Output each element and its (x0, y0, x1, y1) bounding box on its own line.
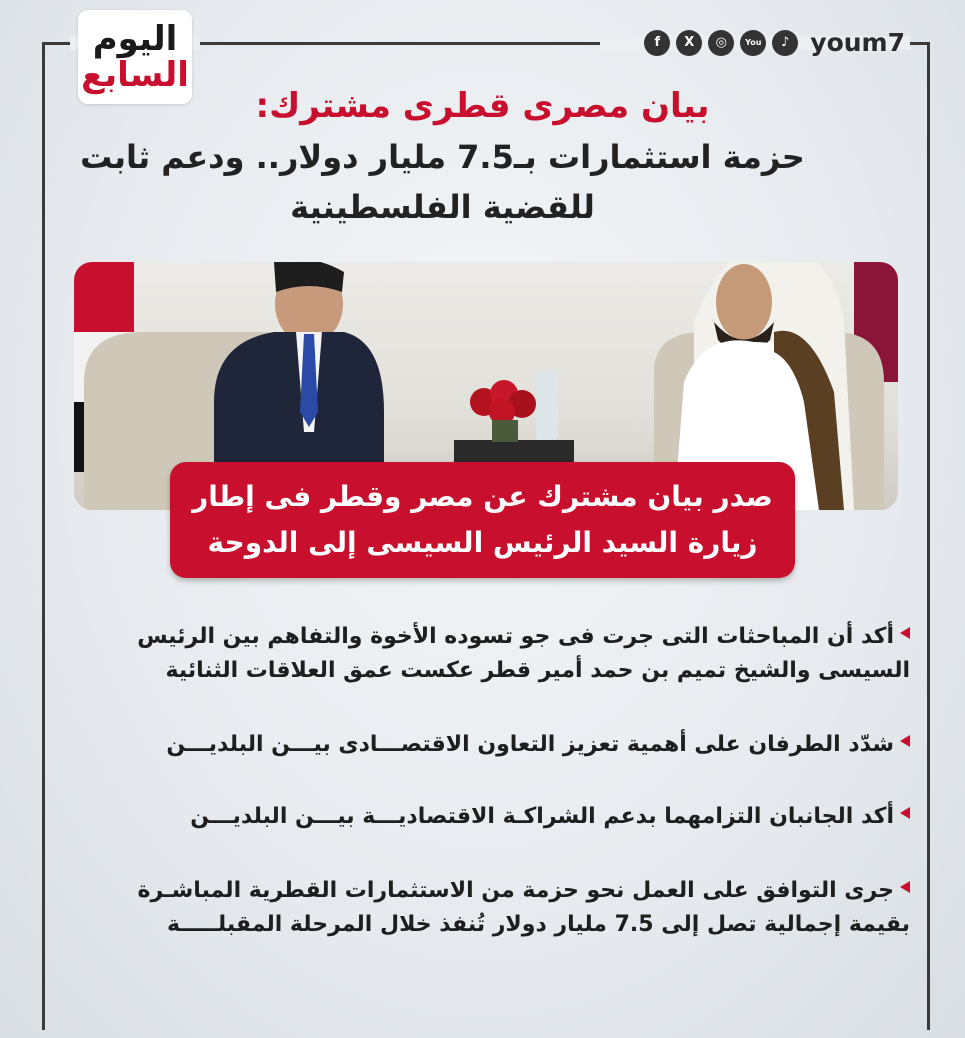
headline-red: بيان مصرى قطرى مشترك: (255, 86, 710, 126)
youtube-icon[interactable]: You (740, 30, 766, 56)
bullet-line (120, 800, 910, 834)
facebook-icon[interactable]: f (644, 30, 670, 56)
list-item (120, 874, 910, 942)
headline-line1: حزمة استثمارات بـ7.5 مليار دولار.. ودعم ثابت (80, 138, 805, 176)
bullet-line: السيسى والشيخ تميم بن حمد أمير قطر عكست عمق العلاقات الثنائية (165, 658, 910, 683)
bullet-line: بقيمة إجمالية تصل إلى 7.5 مليار دولار تُنفذ خلال المرحلة المقبلـــــة (166, 912, 910, 937)
instagram-icon[interactable]: ◎ (708, 30, 734, 56)
x-icon[interactable]: X (676, 30, 702, 56)
bullet-marker-icon (900, 881, 910, 893)
caption-line2: زيارة السيد الرئيس السيسى إلى الدوحة (207, 526, 758, 559)
bullet-line (120, 874, 910, 908)
bullet-text: شدّد الطرفان على أهمية تعزيز التعاون الاقتصـــادى بيـــن البلديـــن (166, 732, 894, 757)
bullet-line (120, 620, 910, 654)
caption-box (170, 462, 795, 578)
bullet-marker-icon (900, 807, 910, 819)
bullet-marker-icon (900, 627, 910, 639)
right-person-face (716, 264, 772, 340)
caption-line1: صدر بيان مشترك عن مصر وقطر فى إطار (192, 480, 773, 513)
bullet-text: أكد الجانبان التزامهما بدعم الشراكـة الاقتصاديـــة بيـــن البلديـــن (190, 804, 894, 829)
logo-line1: اليوم (92, 19, 178, 59)
list-item (120, 620, 910, 688)
headline-main (60, 132, 825, 232)
egypt-flag-red (74, 262, 134, 332)
social-bar (644, 28, 905, 57)
site-name[interactable]: youm7 (810, 28, 905, 57)
list-item (120, 728, 910, 762)
logo-line2: السابع (81, 55, 189, 95)
bullet-text: جرى التوافق على العمل نحو حزمة من الاستثمارات القطرية المباشـرة (137, 878, 894, 903)
bullet-line (120, 728, 910, 762)
tiktok-icon[interactable]: ♪ (772, 30, 798, 56)
flower-vase (492, 420, 518, 442)
bullet-marker-icon (900, 735, 910, 747)
water-bottle (536, 370, 558, 440)
headline-line2: للقضية الفلسطينية (290, 188, 595, 226)
list-item (120, 800, 910, 834)
bullet-text: أكد أن المباحثات التى جرت فى جو تسوده الأخوة والتفاهم بين الرئيس (137, 624, 894, 649)
